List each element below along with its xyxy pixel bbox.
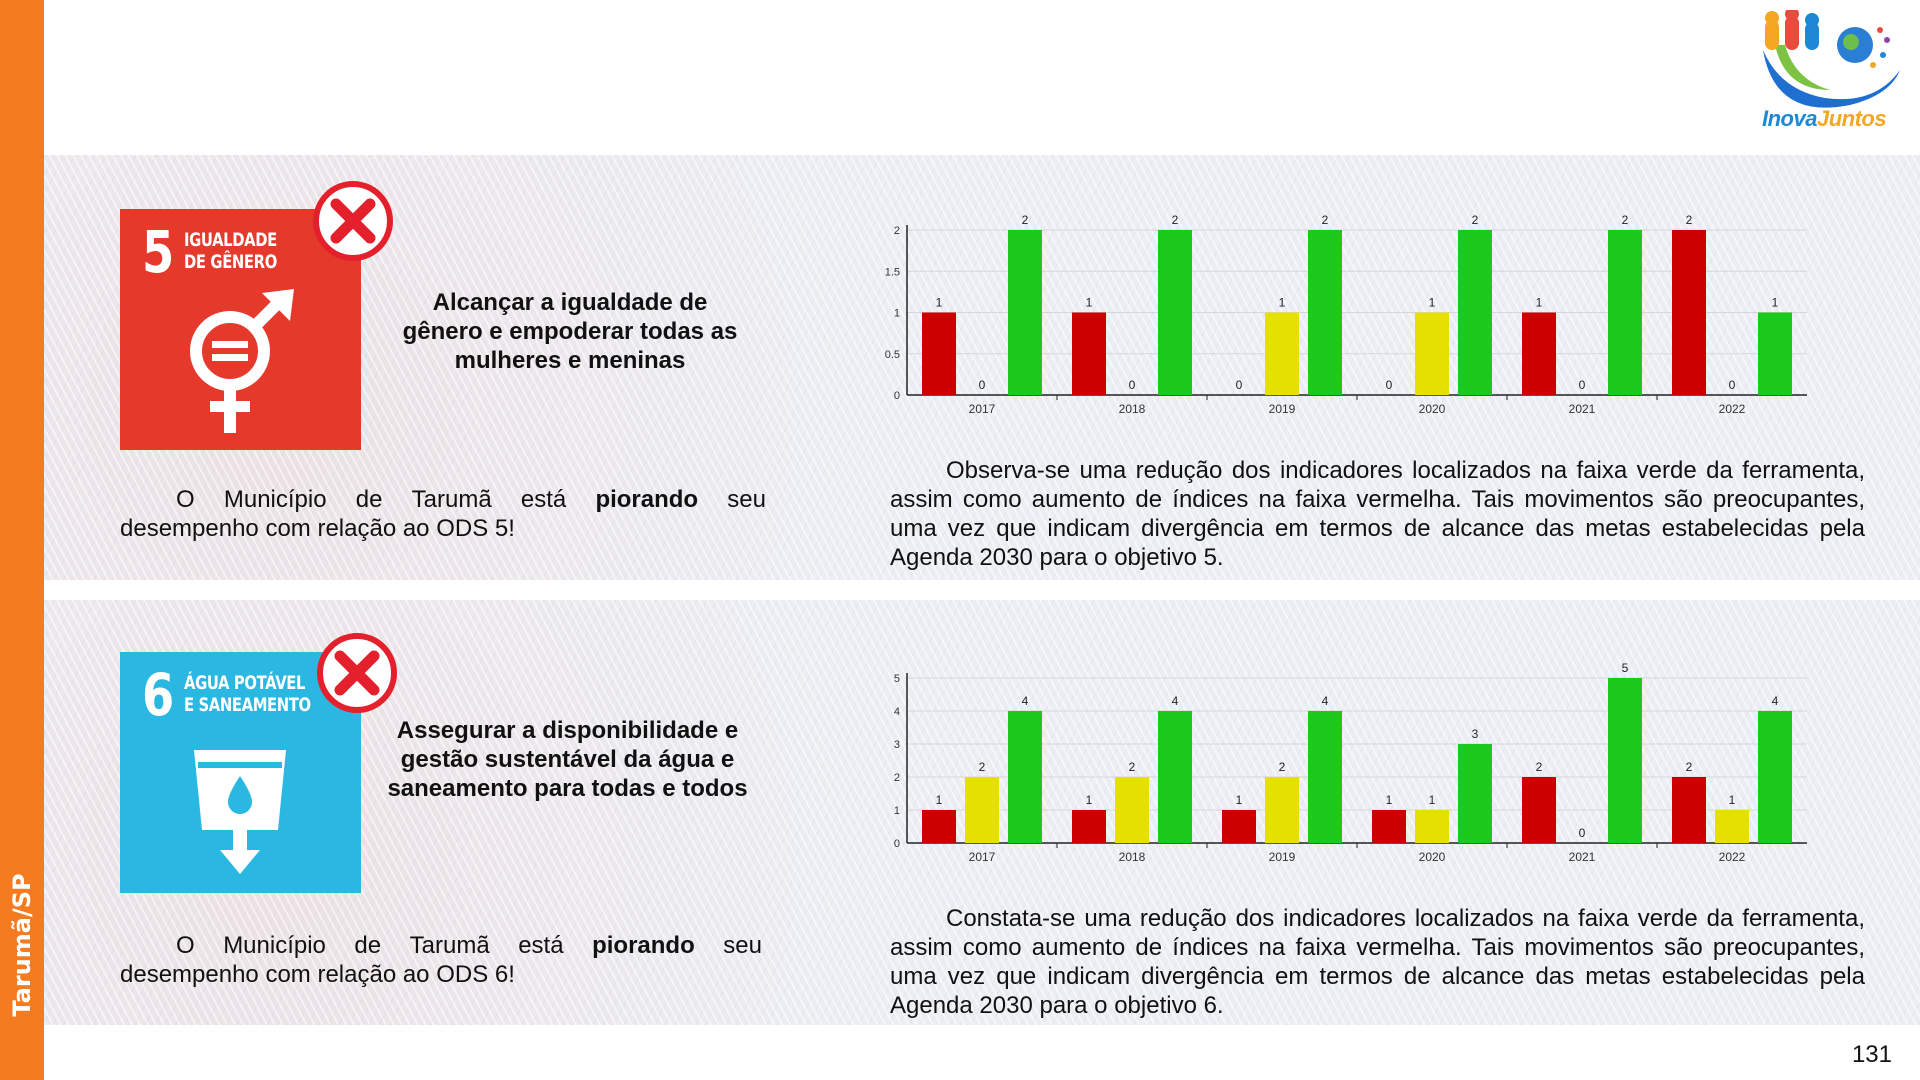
x-tick-label: 2022 [1718, 850, 1746, 864]
bar-value-label: 1 [1278, 295, 1286, 310]
bar-value-label: 2 [1021, 213, 1029, 227]
y-tick-label: 4 [893, 706, 900, 718]
cross-mark-icon [312, 180, 394, 262]
y-tick-label: 2 [893, 225, 900, 237]
bar [1522, 313, 1556, 396]
bar-value-label: 2 [1128, 760, 1136, 774]
bar [922, 810, 956, 843]
bar [1415, 810, 1449, 843]
bar [1458, 744, 1492, 843]
x-tick-label: 2021 [1568, 402, 1596, 416]
bar [1608, 678, 1642, 843]
bar [1308, 230, 1342, 395]
x-tick-label: 2018 [1118, 850, 1146, 864]
bar [1265, 313, 1299, 396]
bar [1758, 313, 1792, 396]
sdg-title: IGUALDADE DE GÊNERO [184, 229, 277, 273]
sdg6-goal-text: Assegurar a disponibilidade e gestão sustentável da água e saneamento para todas e todos [387, 717, 748, 802]
bar-value-label: 2 [1621, 213, 1629, 227]
bar-value-label: 2 [1321, 213, 1329, 227]
sdg-number: 6 [142, 661, 175, 729]
bar [922, 313, 956, 396]
bar [1715, 810, 1749, 843]
bar [1458, 230, 1492, 395]
x-tick-label: 2020 [1418, 850, 1446, 864]
bar [1672, 230, 1706, 395]
bar-value-label: 1 [1535, 295, 1543, 310]
bar [1265, 777, 1299, 843]
bar [1158, 711, 1192, 843]
x-tick-label: 2017 [968, 850, 996, 864]
side-bar [0, 0, 44, 1080]
cross-mark-icon [316, 632, 398, 714]
sdg5-status-text: O Município de Tarumã está piorando seu desempenho com relação ao ODS 5! [120, 486, 766, 542]
y-tick-label: 3 [893, 739, 900, 751]
bar-value-label: 0 [1728, 378, 1736, 392]
bar-value-label: 2 [1171, 213, 1179, 227]
sdg5-indicator-chart [880, 200, 1830, 425]
bar-value-label: 1 [1385, 793, 1393, 807]
bar-value-label: 1 [1771, 295, 1779, 310]
bar-value-label: 4 [1321, 694, 1329, 708]
bar-value-label: 2 [978, 760, 986, 774]
water-glass-icon [170, 732, 310, 882]
bar-value-label: 4 [1021, 694, 1029, 708]
y-tick-label: 2 [893, 772, 900, 784]
y-tick-label: 1.5 [884, 266, 900, 279]
x-tick-label: 2022 [1718, 402, 1746, 416]
x-tick-label: 2021 [1568, 850, 1596, 864]
bar-value-label: 2 [1471, 213, 1479, 227]
bar-value-label: 1 [935, 295, 943, 310]
bar [1672, 777, 1706, 843]
bar-value-label: 0 [1578, 826, 1586, 840]
sdg6-status-text: O Município de Tarumã está piorando seu desempenho com relação ao ODS 6! [120, 932, 762, 988]
bar-value-label: 2 [1535, 760, 1543, 774]
x-tick-label: 2018 [1118, 402, 1146, 416]
bar-value-label: 0 [1128, 378, 1136, 392]
y-tick-label: 0 [893, 838, 900, 850]
municipality-label: Tarumã/SP [8, 873, 36, 1017]
sdg6-indicator-chart [880, 648, 1830, 873]
bar-value-label: 2 [1278, 760, 1286, 774]
bar-value-label: 0 [1385, 378, 1393, 392]
sdg6-analysis-paragraph: Constata-se uma redução dos indicadores localizados na faixa verde da ferramenta, assim como aumento de índices na faixa vermelha. Tais movimentos são preocupantes, uma vez que indicam divergência em termos de alcance das metas estabelecidas pela Agenda 2030 para o objetivo 6. [890, 905, 1865, 1019]
logo-wordmark: InovaJuntos [1762, 106, 1887, 131]
bar [1115, 777, 1149, 843]
x-tick-label: 2019 [1268, 850, 1296, 864]
bar-value-label: 1 [935, 793, 943, 807]
y-tick-label: 0 [893, 390, 900, 402]
x-tick-label: 2019 [1268, 402, 1296, 416]
bar-value-label: 1 [1085, 793, 1093, 807]
page-number: 131 [1851, 1041, 1892, 1068]
sdg5-goal-text: Alcançar a igualdade de gênero e empoderar todas as mulheres e meninas [402, 289, 738, 374]
y-tick-label: 0.5 [884, 348, 900, 361]
bar [1158, 230, 1192, 395]
x-tick-label: 2020 [1418, 402, 1446, 416]
bar-value-label: 1 [1235, 793, 1243, 807]
sdg5-analysis-paragraph: Observa-se uma redução dos indicadores localizados na faixa verde da ferramenta, assim como aumento de índices na faixa vermelha. Tais movimentos são preocupantes, uma vez que indicam divergência em termos de alcance das metas estabelecidas pela Agenda 2030 para o objetivo 5. [890, 457, 1865, 571]
y-tick-label: 5 [893, 673, 900, 685]
y-tick-label: 1 [893, 307, 900, 320]
bar [1608, 230, 1642, 395]
x-tick-label: 2017 [968, 402, 996, 416]
bar [1008, 711, 1042, 843]
sdg-number: 5 [142, 218, 175, 286]
bar-value-label: 1 [1428, 793, 1436, 807]
bar [1072, 810, 1106, 843]
bar [1758, 711, 1792, 843]
sdg-title: ÁGUA POTÁVEL E SANEAMENTO [184, 672, 311, 716]
gender-equality-icon [170, 289, 310, 439]
bar [1072, 313, 1106, 396]
bar [965, 777, 999, 843]
bar [1222, 810, 1256, 843]
bar-value-label: 1 [1428, 295, 1436, 310]
bar-value-label: 0 [978, 378, 986, 392]
bar-value-label: 4 [1171, 694, 1179, 708]
y-tick-label: 1 [893, 805, 900, 817]
bar [1308, 711, 1342, 843]
bar-value-label: 2 [1685, 760, 1693, 774]
bar-value-label: 0 [1235, 378, 1243, 392]
bar [1008, 230, 1042, 395]
bar-value-label: 3 [1471, 727, 1479, 741]
bar [1522, 777, 1556, 843]
bar-value-label: 5 [1621, 661, 1629, 675]
bar-value-label: 1 [1728, 793, 1736, 807]
bar-value-label: 2 [1685, 213, 1693, 227]
bar [1372, 810, 1406, 843]
bar-value-label: 4 [1771, 694, 1779, 708]
bar-value-label: 1 [1085, 295, 1093, 310]
bar-value-label: 0 [1578, 378, 1586, 392]
bar [1415, 313, 1449, 396]
